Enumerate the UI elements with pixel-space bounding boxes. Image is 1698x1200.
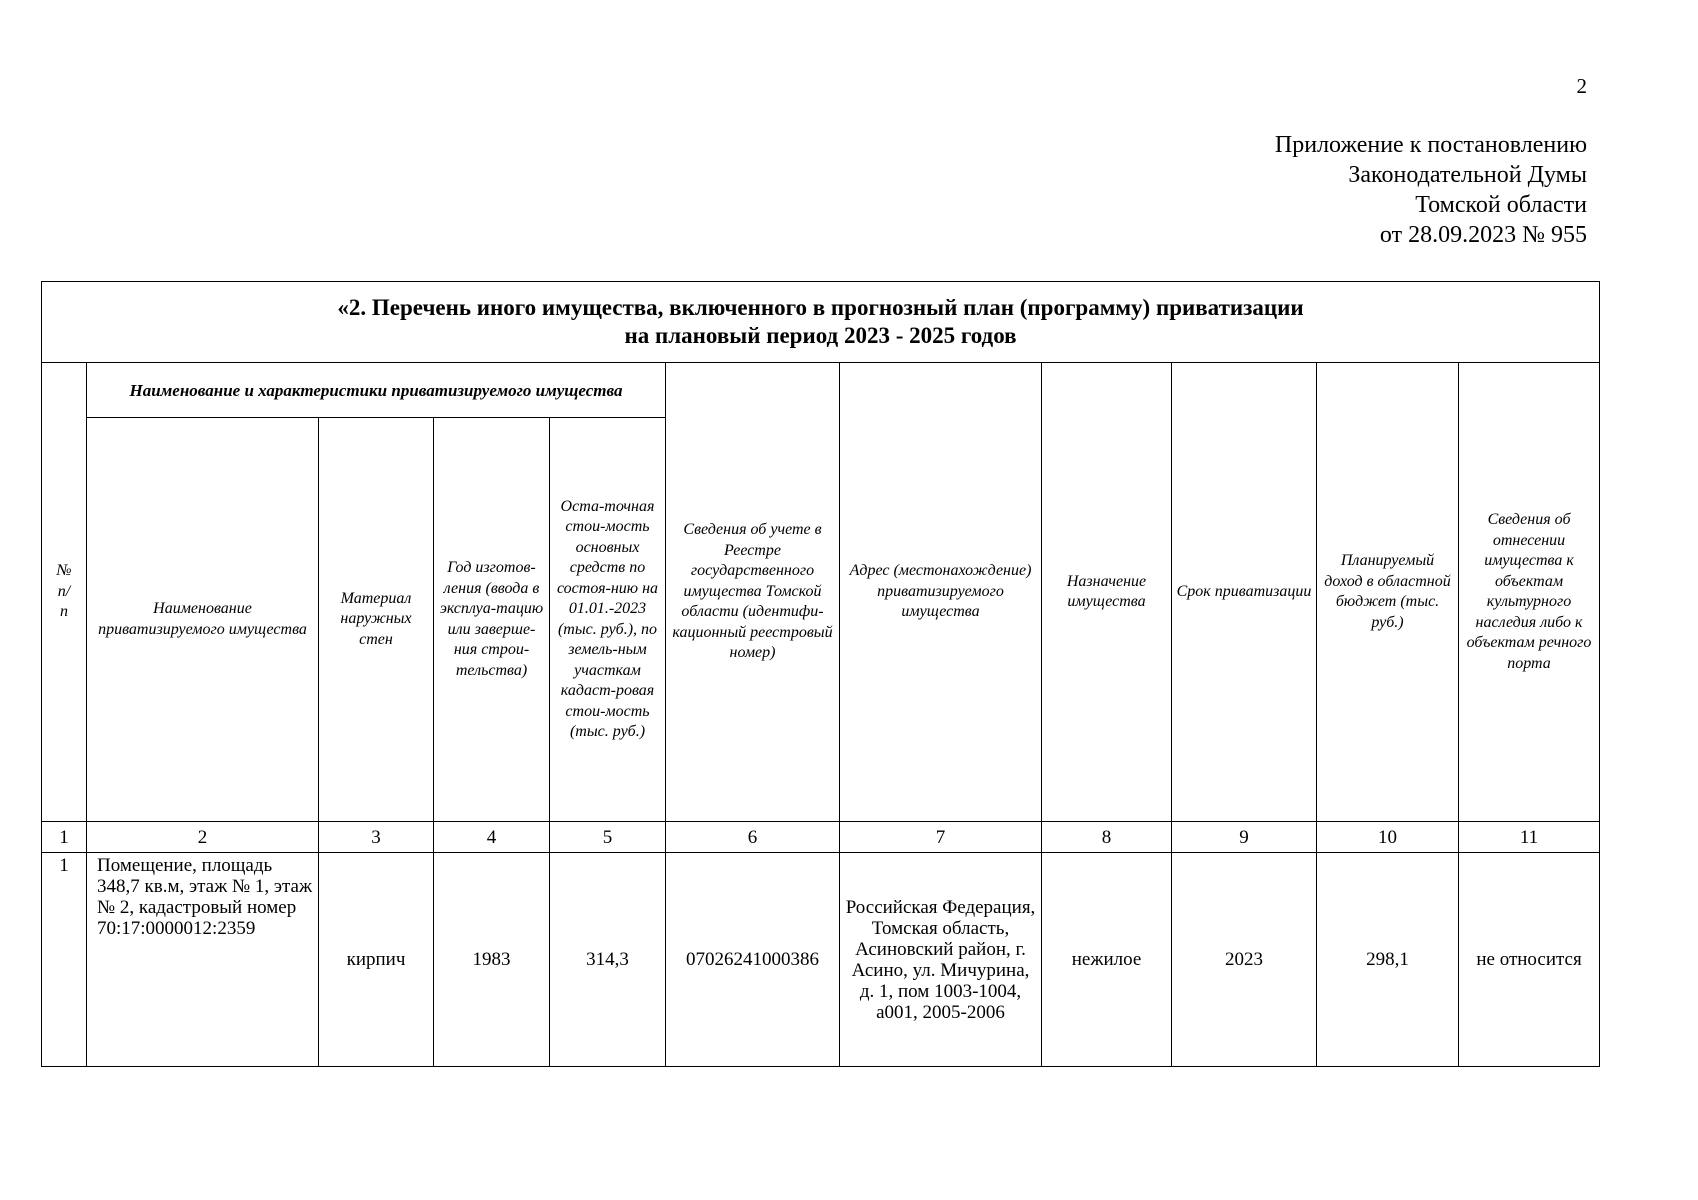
column-number-row [42, 822, 1600, 853]
row-num: 1 [42, 853, 87, 1067]
row-residual-value: 314,3 [550, 853, 666, 1067]
row-year: 1983 [434, 853, 550, 1067]
header-name: Наименование приватизируемого имущества [87, 418, 319, 822]
column-number: 10 [1317, 822, 1459, 853]
row-name: Помещение, площадь 348,7 кв.м, этаж № 1, этаж № 2, кадастровый номер 70:17:0000012:2359 [87, 853, 319, 1067]
row-income: 298,1 [1317, 853, 1459, 1067]
column-number: 5 [550, 822, 666, 853]
appendix-line-4: от 28.09.2023 № 955 [1379, 222, 1587, 248]
column-number: 11 [1459, 822, 1600, 853]
table-title-line-2: на плановый период 2023 - 2025 годов [624, 323, 1017, 348]
table-title [42, 282, 1600, 363]
header-group-characteristics: Наименование и характеристики приватизируемого имущества [87, 363, 666, 418]
column-number: 7 [840, 822, 1042, 853]
header-purpose: Назначение имущества [1042, 363, 1172, 822]
header-num: № п/ п [42, 363, 87, 822]
appendix-line-3: Томской области [1415, 192, 1587, 218]
header-heritage: Сведения об отнесении имущества к объектам культурного наследия либо к объектам речного порта [1459, 363, 1600, 822]
column-number: 4 [434, 822, 550, 853]
row-registry-number: 07026241000386 [666, 853, 840, 1067]
table-title-line-1: «2. Перечень иного имущества, включенного в прогнозный план (программу) приватизации [337, 295, 1304, 320]
header-year: Год изготов-ления (ввода в эксплуа-тацию или заверше-ния строи-тельства) [434, 418, 550, 822]
row-material: кирпич [319, 853, 434, 1067]
column-number: 9 [1172, 822, 1317, 853]
appendix-note [1275, 130, 1587, 250]
header-address: Адрес (местонахождение) приватизируемого имущества [840, 363, 1042, 822]
header-material: Материал наружных стен [319, 418, 434, 822]
header-income: Планируемый доход в областной бюджет (тыс. руб.) [1317, 363, 1459, 822]
row-heritage: не относится [1459, 853, 1600, 1067]
header-residual-value: Оста-точная стои-мость основных средств по состоя-нию на 01.01.-2023 (тыс. руб.), по земель-ным участкам кадаст-ровая стои-мость (тыс. руб.) [550, 418, 666, 822]
row-term: 2023 [1172, 853, 1317, 1067]
page-number: 2 [1576, 74, 1587, 98]
column-number: 1 [42, 822, 87, 853]
appendix-line-1: Приложение к постановлению [1274, 132, 1587, 158]
appendix-line-2: Законодательной Думы [1348, 162, 1587, 188]
privatization-table [41, 281, 1600, 1067]
column-number: 3 [319, 822, 434, 853]
header-registry: Сведения об учете в Реестре государственного имущества Томской области (идентифи-кационный реестровый номер) [666, 363, 840, 822]
column-number: 2 [87, 822, 319, 853]
column-number: 8 [1042, 822, 1172, 853]
row-address: Российская Федерация, Томская область, Асиновский район, г. Асино, ул. Мичурина, д. 1, пом 1003-1004, а001, 2005-2006 [840, 853, 1042, 1067]
table-row [42, 853, 1600, 1067]
row-purpose: нежилое [1042, 853, 1172, 1067]
column-number: 6 [666, 822, 840, 853]
header-term: Срок приватизации [1172, 363, 1317, 822]
